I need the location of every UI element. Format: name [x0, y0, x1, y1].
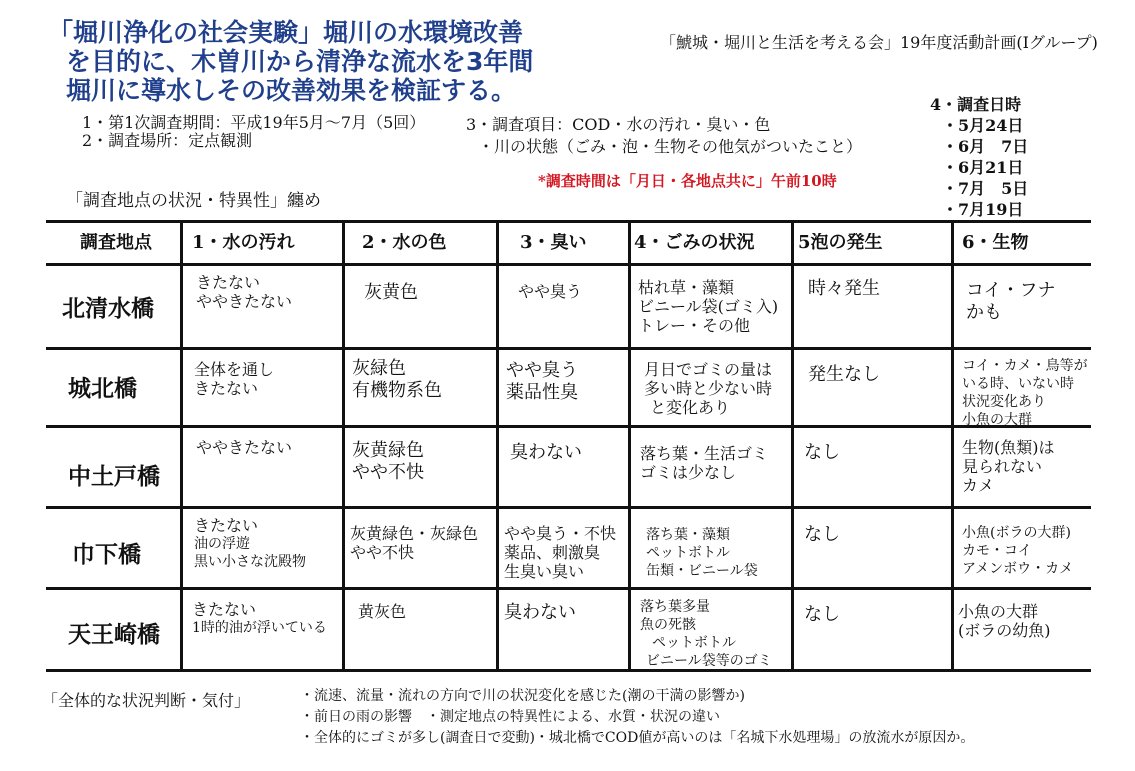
table-cell: 落ち葉多量 魚の死骸 ペットボトル ビニール袋等のゴミ	[640, 599, 772, 669]
table-cell: 臭わない	[504, 602, 576, 623]
header-col-5: 5泡の発生	[798, 233, 883, 252]
date-item: ・6月 7日	[942, 137, 1029, 156]
headline-line-1: 「堀川浄化の社会実験」堀川の水環境改善	[48, 18, 524, 47]
info-period: 1・第1次調査期間：平成19年5月～7月（5回）	[82, 113, 426, 132]
table-rule	[791, 222, 794, 669]
table-rule	[46, 347, 1091, 350]
time-note: *調査時間は「月日・各地点共に」午前10時	[538, 172, 837, 190]
table-cell: 全体を通し きたない	[194, 360, 275, 398]
header-site: 調査地点	[80, 233, 152, 252]
date-item: ・7月19日	[942, 200, 1024, 219]
footer-title: 「全体的な状況判断・気付」	[42, 691, 251, 710]
table-cell: きたない ややきたない	[196, 273, 293, 311]
table-cell: コイ・カメ・鳥等が いる時、いない時 状況変化あり 小魚の大群	[962, 358, 1088, 428]
header-col-4: 4・ごみの状況	[634, 233, 755, 252]
headline-line-2: を目的に、木曽川から清浄な流水を3年間	[66, 47, 534, 76]
site-name: 城北橋	[68, 376, 137, 402]
table-cell: なし	[804, 442, 840, 463]
table-cell: 黄灰色	[358, 602, 407, 621]
table-rule	[46, 220, 1091, 223]
site-name: 北清水橋	[62, 296, 154, 322]
summary-title: 「調査地点の状況・特異性」纏め	[66, 191, 321, 211]
table-cell: 枯れ草・藻類 ビニール袋(ゴミ入) トレー・その他	[638, 278, 779, 335]
table-cell: 落ち葉・藻類 ペットボトル 缶類・ビニール袋	[646, 527, 758, 579]
table-cell: ややきたない	[196, 438, 293, 457]
table-cell: 小魚(ボラの大群) カモ・コイ アメンボウ・カメ	[962, 525, 1074, 577]
headline	[48, 18, 533, 105]
table-rule	[46, 263, 1091, 266]
header-col-1: 1・水の汚れ	[192, 233, 295, 252]
footer-notes	[300, 686, 974, 749]
header-col-6: 6・生物	[962, 233, 1029, 252]
table-rule	[628, 222, 631, 669]
table-cell: なし	[804, 524, 840, 545]
survey-dates	[930, 94, 1028, 220]
table-cell: やや臭う・不快 薬品、刺激臭 生臭い臭い	[504, 524, 617, 581]
headline-line-3: 堀川に導水しその改善効果を検証する。	[66, 76, 517, 105]
table-rule	[46, 506, 1091, 509]
table-rule	[46, 669, 1091, 672]
table-cell: 臭わない	[510, 442, 582, 463]
site-name: 天王崎橋	[68, 622, 160, 648]
date-item: ・5月24日	[942, 116, 1024, 135]
info-items: 3・調査項目：COD・水の汚れ・臭い・色	[466, 115, 771, 134]
table-cell: 灰黄緑色 やや不快	[352, 440, 424, 483]
table-cell: やや臭う	[518, 282, 583, 301]
table-cell: 灰黄緑色・灰緑色 やや不快	[350, 524, 479, 562]
table-cell: 発生なし	[808, 364, 880, 385]
info-items-2: ・川の状態（ごみ・泡・生物その他気がついたこと）	[478, 137, 863, 156]
footer-line: ・流速、流量・流れの方向で川の状況変化を感じた(潮の干満の影響か)	[300, 688, 745, 704]
plan-title: 「鯱城・堀川と生活を考える会」19年度活動計画(Ⅰグループ)	[660, 33, 1098, 52]
table-cell: 月日でゴミの量は 多い時と少ない時 と変化あり	[644, 360, 773, 417]
footer-line: ・全体的にゴミが多し(調査日で変動)・城北橋でCOD値が高いのは「名城下水処理場」の放流水が原因か。	[300, 730, 975, 746]
header-col-2: 2・水の色	[362, 233, 447, 252]
table-rule	[46, 425, 1091, 428]
dates-title: 4・調査日時	[930, 95, 1022, 114]
table-cell: やや臭う 薬品性臭	[506, 360, 578, 403]
table-cell: 小魚の大群 (ボラの幼魚)	[958, 602, 1051, 640]
table-cell: 灰緑色 有機物系色	[352, 358, 442, 401]
table-cell: 生物(魚類)は 見られない カメ	[962, 438, 1055, 495]
table-rule	[46, 587, 1091, 590]
table-cell: 落ち葉・生活ゴミ ゴミは少なし	[640, 444, 769, 482]
header-col-3: 3・臭い	[520, 233, 587, 252]
table-cell: コイ・フナ かも	[966, 280, 1056, 323]
table-cell: きたない 1時的油が浮いている	[192, 600, 327, 636]
footer-line: ・前日の雨の影響 ・測定地点の特異性による、水質・状況の違い	[300, 709, 720, 725]
table-rule	[951, 222, 954, 669]
table-cell: 時々発生	[808, 278, 880, 299]
info-place: 2・調査場所：定点観測	[82, 131, 253, 150]
table-cell: きたない 油の浮遊 黒い小さな沈殿物	[194, 516, 306, 570]
table-rule	[496, 222, 499, 669]
site-name: 中土戸橋	[68, 464, 160, 490]
table-rule	[342, 222, 345, 669]
table-cell: 灰黄色	[364, 282, 418, 303]
table-cell: なし	[804, 604, 840, 625]
date-item: ・7月 5日	[942, 179, 1029, 198]
site-name: 巾下橋	[72, 542, 141, 568]
date-item: ・6月21日	[942, 158, 1024, 177]
table-rule	[180, 222, 183, 669]
